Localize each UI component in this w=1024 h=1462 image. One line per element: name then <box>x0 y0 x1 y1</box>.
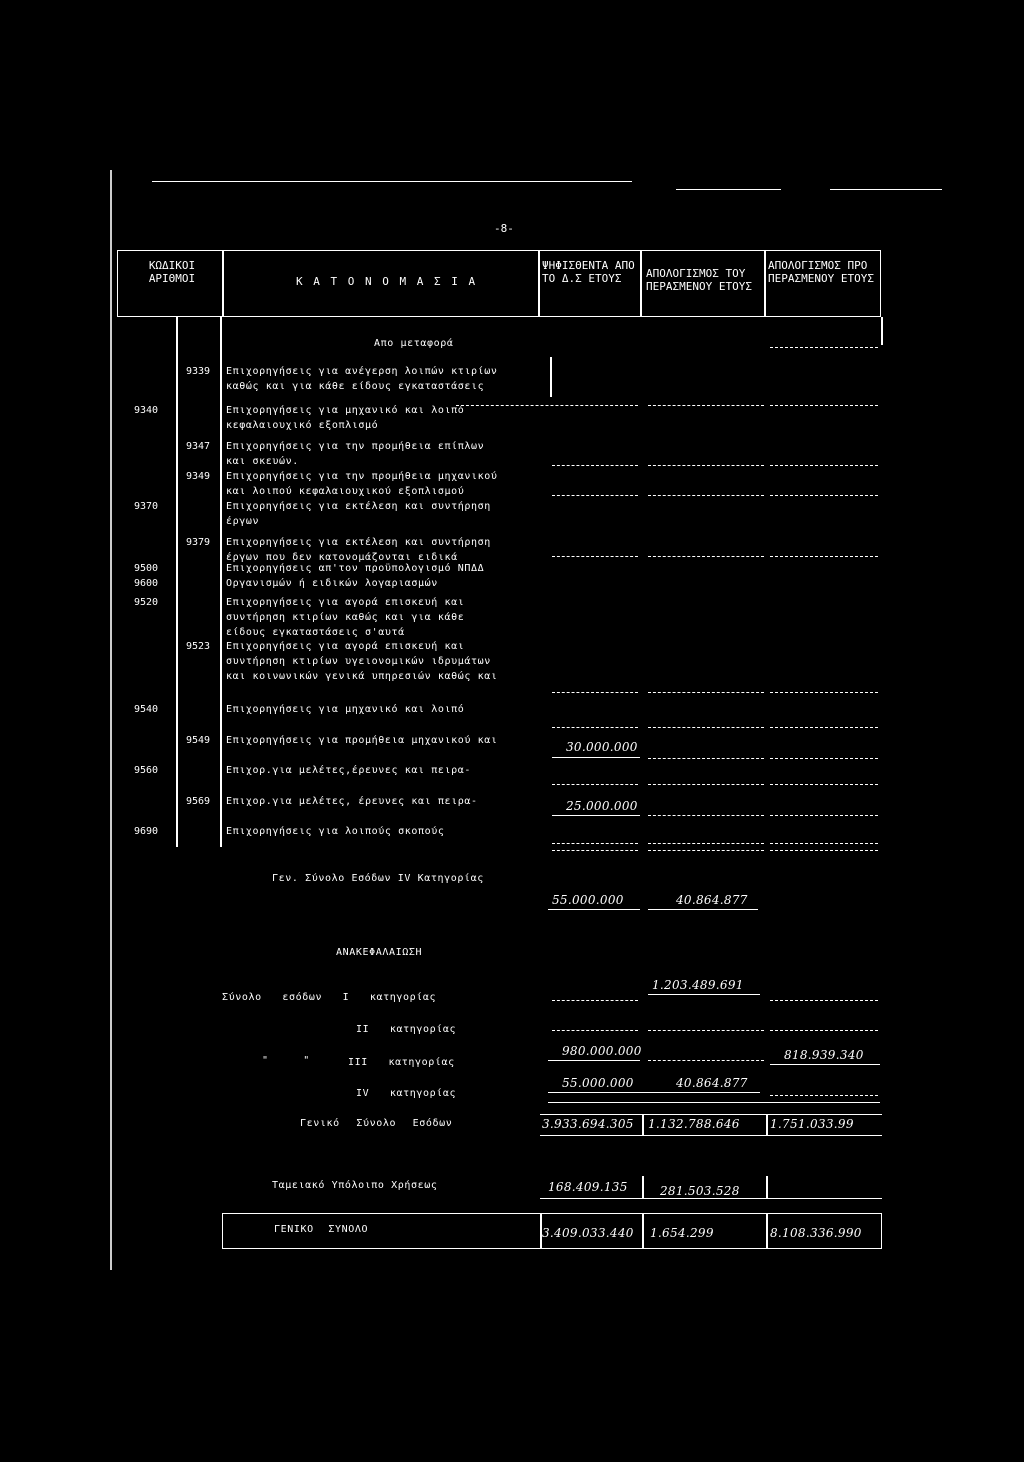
header-voted: ΨΗΦΙΣΘΕΝΤΑ ΑΠΟ ΤΟ Δ.Σ ΕΤΟΥΣ <box>542 259 635 285</box>
dash-r2-b <box>648 1030 764 1031</box>
row-subcode: 9347 <box>186 441 211 452</box>
row-text-line: συντήρηση κτιρίων υγειονομικών ιδρυμάτων <box>226 656 491 667</box>
cash-line <box>540 1198 882 1199</box>
dash-f2 <box>648 727 764 728</box>
underline-r3 <box>548 1060 640 1061</box>
grand-div-3 <box>766 1213 768 1249</box>
left-scan-edge <box>110 170 112 1270</box>
dash-i3 <box>770 815 878 816</box>
col-line-right <box>881 317 883 345</box>
dash-b3 <box>770 465 878 466</box>
row-text-line: Επιχορηγήσεις για εκτέλεση και συντήρηση <box>226 501 491 512</box>
recap-general-label: Γενικό Σύνολο Εσόδων <box>300 1118 453 1129</box>
cash-prev: 281.503.528 <box>660 1184 740 1198</box>
recap-line4-prev: 40.864.877 <box>676 1076 748 1090</box>
row-text-line: και σκευών. <box>226 456 299 467</box>
underline-9549 <box>552 757 640 758</box>
underline-r4 <box>548 1092 760 1093</box>
row-text-line: Επιχορηγήσεις απ'τον προϋπολογισμό ΝΠΔΔ <box>226 563 485 574</box>
table-header <box>117 250 881 317</box>
dash-k1 <box>552 850 638 851</box>
row-subcode: 9569 <box>186 796 211 807</box>
header-prev2: ΑΠΟΛΟΓΙΣΜΟΣ ΠΡΟ ΠΕΡΑΣΜΕΝΟΥ ΕΤΟΥΣ <box>768 259 874 285</box>
row-code: 9340 <box>134 405 159 416</box>
dash-d2 <box>648 556 764 557</box>
page-number: -8- <box>494 222 514 235</box>
underline-gen-iv-2 <box>648 909 758 910</box>
row-text-line: Επιχορηγήσεις για ανέγερση λοιπών κτιρίων <box>226 366 498 377</box>
recap-line3-prev2: 818.939.340 <box>784 1048 864 1062</box>
dash-c2 <box>648 495 764 496</box>
row-subcode: 9379 <box>186 537 211 548</box>
dash-f1 <box>552 727 638 728</box>
underline-9569 <box>552 815 640 816</box>
grand-div-2 <box>642 1213 644 1249</box>
col-line-3 <box>550 357 552 397</box>
recap-line3-quote: " " <box>262 1055 310 1066</box>
recap-title: ΑΝΑΚΕΦΑΛΑΙΩΣΗ <box>336 947 423 958</box>
header-prev: ΑΠΟΛΟΓΙΣΜΟΣ ΤΟΥ ΠΕΡΑΣΜΕΝΟΥ ΕΤΟΥΣ <box>646 267 752 293</box>
grand-total-label: ΓΕΝΙΚΟ ΣΥΝΟΛΟ <box>274 1224 369 1235</box>
row-text-line: Επιχορηγήσεις για την προμήθεια επίπλων <box>226 441 485 452</box>
row-text-line: Επιχορηγήσεις για την προμήθεια μηχανικού <box>226 471 498 482</box>
hdr-div-1 <box>222 250 224 317</box>
carry-dash <box>770 347 878 348</box>
dash-r2-c <box>770 1030 878 1031</box>
recap-general-prev2: 1.751.033.99 <box>770 1117 854 1131</box>
row-text-line: και λοιπού κεφαλαιουχικού εξοπλισμού <box>226 486 465 497</box>
dash-r1-a <box>552 1000 638 1001</box>
dash-e3 <box>770 692 878 693</box>
row-code: 9540 <box>134 704 159 715</box>
row-text-line: και κοινωνικών γενικά υπηρεσιών καθώς και <box>226 671 498 682</box>
dash-h2 <box>648 784 764 785</box>
row-code: 9500 <box>134 563 159 574</box>
dash-h1 <box>552 784 638 785</box>
hdr-div-2 <box>538 250 540 317</box>
dash-r1-c <box>770 1000 878 1001</box>
row-text-line: Επιχορ.για μελέτες, έρευνες και πειρα- <box>226 796 478 807</box>
row-text-line: Επιχορηγήσεις για εκτέλεση και συντήρηση <box>226 537 491 548</box>
row-subcode: 9339 <box>186 366 211 377</box>
cash-div-1 <box>642 1176 644 1198</box>
underline-r3-c <box>770 1064 880 1065</box>
underline-r1 <box>648 994 760 995</box>
recap-line4-voted: 55.000.000 <box>562 1076 634 1090</box>
top-rule-left <box>152 181 632 182</box>
row-text-line: Επιχορηγήσεις για αγορά επισκευή και <box>226 597 465 608</box>
header-codes: ΚΩΔΙΚΟΙ ΑΡΙΘΜΟΙ <box>148 259 196 285</box>
rule-before-general <box>548 1102 880 1103</box>
recap-line2-label: II κατηγορίας <box>356 1024 457 1035</box>
amount-9549-voted: 30.000.000 <box>566 740 638 754</box>
row-text-line: είδους εγκαταστάσεις σ'αυτά <box>226 627 405 638</box>
amount-9569-voted: 25.000.000 <box>566 799 638 813</box>
row-text-line: Οργανισμών ή ειδικών λογαριασμών <box>226 578 438 589</box>
dash-b1 <box>552 465 638 466</box>
grand-total-prev2: 8.108.336.990 <box>770 1226 862 1240</box>
general-div-2 <box>766 1114 768 1136</box>
dash-e1 <box>552 692 638 693</box>
dash-c3 <box>770 495 878 496</box>
dash-g3 <box>770 758 878 759</box>
row-code: 9690 <box>134 826 159 837</box>
dash-c1 <box>552 495 638 496</box>
recap-line1-voted: 1.203.489.691 <box>652 978 744 992</box>
row-text-line: Επιχορηγήσεις για αγορά επισκευή και <box>226 641 465 652</box>
dash-j3 <box>770 843 878 844</box>
top-rule-mid <box>676 189 781 190</box>
dash-g2 <box>648 758 764 759</box>
col-line-1 <box>176 317 178 847</box>
dash-a1 <box>456 405 638 406</box>
dash-i2 <box>648 815 764 816</box>
dash-r4-c <box>770 1095 878 1096</box>
dash-r3-b <box>648 1060 764 1061</box>
header-title: Κ Α Τ Ο Ν Ο Μ Α Σ Ι Α <box>296 275 478 288</box>
gen-total-iv-voted: 55.000.000 <box>552 893 624 907</box>
dash-a2 <box>648 405 764 406</box>
dash-r2-a <box>552 1030 638 1031</box>
cash-label: Ταμειακό Υπόλοιπο Χρήσεως <box>272 1180 438 1191</box>
dash-e2 <box>648 692 764 693</box>
row-subcode: 9523 <box>186 641 211 652</box>
row-text-line: Επιχορηγήσεις για λοιπούς σκοπούς <box>226 826 445 837</box>
recap-line4-label: IV κατηγορίας <box>356 1088 457 1099</box>
row-text-line: Επιχορηγήσεις για μηχανικό και λοιπό <box>226 704 465 715</box>
dash-d1 <box>552 556 638 557</box>
dash-f3 <box>770 727 878 728</box>
hdr-div-3 <box>640 250 642 317</box>
dash-k3 <box>770 850 878 851</box>
recap-general-voted: 3.933.694.305 <box>542 1117 634 1131</box>
dash-a3 <box>770 405 878 406</box>
row-subcode: 9549 <box>186 735 211 746</box>
cash-voted: 168.409.135 <box>548 1180 628 1194</box>
dash-d3 <box>770 556 878 557</box>
gen-total-iv-label: Γεν. Σύνολο Εσόδων IV Κατηγορίας <box>272 873 484 884</box>
grand-total-prev: 1.654.299 <box>650 1226 714 1240</box>
hdr-div-4 <box>764 250 766 317</box>
dash-j1 <box>552 843 638 844</box>
row-text-line: έργων που δεν κατονομάζονται ειδικά <box>226 552 458 563</box>
row-text-line: Επιχορ.για μελέτες,έρευνες και πειρα- <box>226 765 471 776</box>
grand-total-voted: 3.409.033.440 <box>542 1226 634 1240</box>
underline-gen-iv-1 <box>548 909 640 910</box>
top-rule-right <box>830 189 942 190</box>
recap-line3-voted: 980.000.000 <box>562 1044 642 1058</box>
row-code: 9520 <box>134 597 159 608</box>
dash-j2 <box>648 843 764 844</box>
dash-k2 <box>648 850 764 851</box>
gen-total-iv-prev: 40.864.877 <box>676 893 748 907</box>
recap-general-prev: 1.132.788.646 <box>648 1117 740 1131</box>
carry-over-label: Απο μεταφορά <box>374 338 454 349</box>
row-code: 9370 <box>134 501 159 512</box>
col-line-2 <box>220 317 222 847</box>
row-code: 9560 <box>134 765 159 776</box>
dash-b2 <box>648 465 764 466</box>
row-text-line: καθώς και για κάθε είδους εγκαταστάσεις <box>226 381 485 392</box>
recap-line1-label: Σύνολο εσόδων I κατηγορίας <box>222 992 437 1003</box>
row-text-line: έργων <box>226 516 260 527</box>
row-text-line: συντήρηση κτιρίων καθώς και για κάθε <box>226 612 465 623</box>
row-text-line: Επιχορηγήσεις για μηχανικό και λοιπό <box>226 405 465 416</box>
dash-h3 <box>770 784 878 785</box>
recap-line3-label: III κατηγορίας <box>348 1057 455 1068</box>
general-div-1 <box>642 1114 644 1136</box>
row-text-line: κεφαλαιουχικό εξοπλισμό <box>226 420 379 431</box>
row-code: 9600 <box>134 578 159 589</box>
cash-div-2 <box>766 1176 768 1198</box>
row-text-line: Επιχορηγήσεις για προμήθεια μηχανικού και <box>226 735 498 746</box>
row-subcode: 9349 <box>186 471 211 482</box>
